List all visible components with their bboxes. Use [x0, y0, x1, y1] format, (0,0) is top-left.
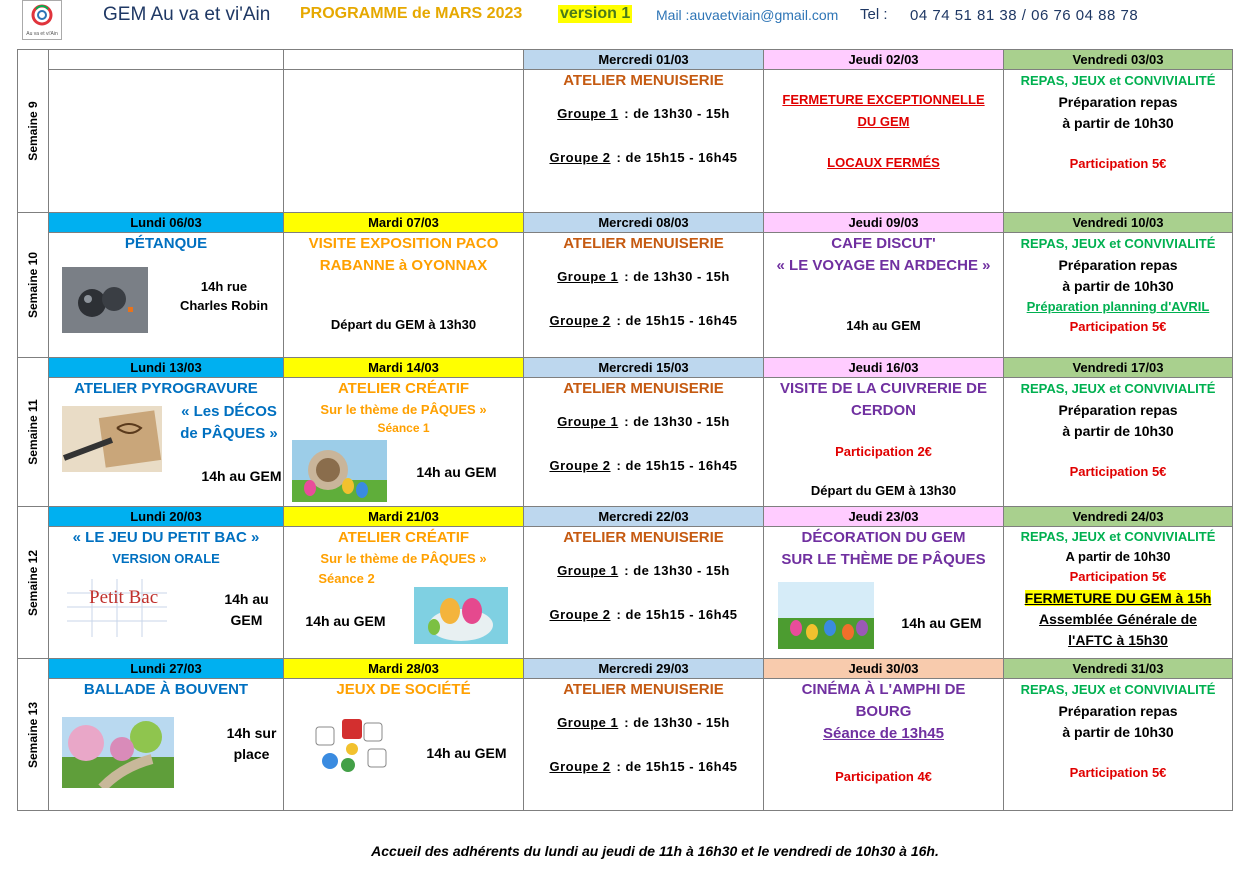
version-badge: version 1: [560, 5, 631, 22]
activity-title: ATELIER MENUISERIE: [563, 380, 724, 397]
pyrography-image: [62, 406, 162, 472]
activity-text: 14h au GEM: [426, 745, 507, 761]
day-row-w12: [18, 507, 1233, 527]
activity-cell: [1004, 70, 1233, 213]
group-2: Groupe 2 : de 15h15 - 16h45: [549, 313, 738, 328]
day-header: Mardi 07/03: [284, 213, 524, 233]
activity-title: ATELIER MENUISERIE: [563, 529, 724, 546]
activity-text: Préparation repas: [1058, 257, 1178, 273]
activity-cell: [49, 679, 284, 811]
activity-text: Préparation repas: [1058, 94, 1178, 110]
activity-cell: [764, 378, 1004, 507]
closure-text: FERMETURE EXCEPTIONNELLE: [782, 92, 985, 107]
day-row-w9: [18, 50, 1233, 70]
easter-decoration-image: [778, 582, 874, 649]
activity-text: 14h au GEM: [901, 615, 982, 631]
week-label: Semaine 13: [18, 659, 49, 811]
day-header: Vendredi 31/03: [1004, 659, 1233, 679]
activity-cell: [49, 70, 284, 213]
activity-text: 14h sur: [226, 725, 277, 741]
planning-text: Préparation planning d'AVRIL: [1026, 299, 1210, 314]
activity-cell: [1004, 527, 1233, 659]
day-header: Vendredi 24/03: [1004, 507, 1233, 527]
activity-cell: [1004, 679, 1233, 811]
activity-cell: [1004, 233, 1233, 358]
day-header: Mercredi 08/03: [524, 213, 764, 233]
activity-cell: [524, 233, 764, 358]
activity-title: VISITE DE LA CUIVRERIE DE: [780, 380, 987, 397]
week-label: Semaine 10: [18, 213, 49, 358]
activity-title: REPAS, JEUX et CONVIVIALITÉ: [1020, 682, 1216, 697]
activity-cell: [764, 527, 1004, 659]
day-header: Mardi 14/03: [284, 358, 524, 378]
activity-text: à partir de 10h30: [1062, 423, 1174, 439]
petit-bac-image: [67, 579, 167, 637]
day-header: Mardi 21/03: [284, 507, 524, 527]
activity-text: 14h au GEM: [305, 613, 386, 629]
activity-title: CAFE DISCUT': [831, 235, 936, 252]
day-header: Jeudi 02/03: [764, 50, 1004, 70]
logo-text: Au va et vi'Ain: [26, 31, 58, 37]
day-row-w13: [18, 659, 1233, 679]
activity-text: 14h au: [224, 591, 269, 607]
day-header: Lundi 13/03: [49, 358, 284, 378]
day-header: Mercredi 29/03: [524, 659, 764, 679]
activity-text: 14h au GEM: [201, 468, 282, 484]
activity-title: REPAS, JEUX et CONVIVIALITÉ: [1020, 381, 1216, 396]
activity-title: REPAS, JEUX et CONVIVIALITÉ: [1020, 73, 1216, 88]
activity-title: ATELIER CRÉATIF: [337, 380, 470, 397]
day-row-w11: [18, 358, 1233, 378]
activity-cell: [764, 70, 1004, 213]
activity-text: 14h au GEM: [416, 464, 497, 480]
activity-title: PÉTANQUE: [124, 235, 208, 252]
participation-text: Participation 2€: [835, 444, 932, 459]
activity-cell: [284, 679, 524, 811]
easter-eggs-image: [414, 587, 508, 644]
day-header: Jeudi 30/03: [764, 659, 1004, 679]
activity-cell: [284, 378, 524, 507]
activity-text: Préparation repas: [1058, 402, 1178, 418]
seance-label: Séance de 13h45: [823, 725, 944, 742]
activity-title: ATELIER MENUISERIE: [563, 681, 724, 698]
easter-image: [292, 440, 387, 502]
gem-logo: [22, 0, 62, 40]
activity-subtitle: Sur le thème de PÂQUES »: [320, 551, 487, 566]
activity-place: 14h rue: [200, 279, 248, 294]
closure-text: FERMETURE DU GEM à 15h: [1024, 590, 1212, 606]
day-header: Vendredi 17/03: [1004, 358, 1233, 378]
park-walk-image: [62, 717, 174, 788]
board-games-image: [298, 713, 398, 779]
day-header: [284, 50, 524, 70]
activity-subtitle: Sur le thème de PÂQUES »: [320, 402, 487, 417]
assembly-text: l'AFTC à 15h30: [1068, 632, 1168, 648]
group-1: Groupe 1 : de 13h30 - 15h: [557, 414, 730, 429]
day-header: [49, 50, 284, 70]
day-header: Lundi 27/03: [49, 659, 284, 679]
activity-text: Préparation repas: [1058, 703, 1178, 719]
footer-opening-hours: Accueil des adhérents du lundi au jeudi de 11h à 16h30 et le vendredi de 10h30 à 16h.: [371, 843, 939, 859]
activity-title: REPAS, JEUX et CONVIVIALITÉ: [1020, 529, 1216, 544]
activity-text: à partir de 10h30: [1062, 115, 1174, 131]
phone-numbers: 04 74 51 81 38 / 06 76 04 88 78: [910, 7, 1139, 24]
petit-bac-label: Petit Bac: [89, 587, 159, 608]
activity-title: ATELIER PYROGRAVURE: [74, 380, 258, 397]
activity-title: JEUX DE SOCIÉTÉ: [336, 681, 471, 698]
activity-subtitle: de PÂQUES »: [180, 425, 278, 442]
week-label: Semaine 12: [18, 507, 49, 659]
activity-title: RABANNE à OYONNAX: [319, 257, 488, 274]
activity-row-w9: [18, 70, 1233, 213]
assembly-text: Assemblée Générale de: [1039, 611, 1197, 627]
seance-label: Séance 1: [377, 421, 430, 435]
closure-text: DU GEM: [857, 114, 910, 129]
day-header: Mercredi 15/03: [524, 358, 764, 378]
day-header: Mercredi 22/03: [524, 507, 764, 527]
activity-place: Charles Robin: [179, 298, 269, 313]
schedule-table: [17, 49, 1233, 811]
day-header: Jeudi 16/03: [764, 358, 1004, 378]
activity-text: A partir de 10h30: [1065, 549, 1171, 564]
contact-mail: Mail :auvaetviain@gmail.com: [656, 7, 839, 23]
activity-cell: [764, 679, 1004, 811]
group-1: Groupe 1 : de 13h30 - 15h: [557, 269, 730, 284]
activity-title: BALLADE À BOUVENT: [83, 681, 249, 698]
activity-text: à partir de 10h30: [1062, 278, 1174, 294]
activity-text: à partir de 10h30: [1062, 724, 1174, 740]
activity-text: 14h au GEM: [846, 318, 921, 333]
group-2: Groupe 2 : de 15h15 - 16h45: [549, 607, 738, 622]
day-header: Mardi 28/03: [284, 659, 524, 679]
participation-text: Participation 5€: [1069, 319, 1167, 334]
participation-text: Participation 5€: [1069, 765, 1167, 780]
activity-cell: [524, 679, 764, 811]
week-label: Semaine 11: [18, 358, 49, 507]
org-name: GEM Au va et vi'Ain: [103, 4, 271, 25]
activity-row-w12: [18, 527, 1233, 659]
activity-cell: [764, 233, 1004, 358]
activity-subtitle: « Les DÉCOS: [181, 403, 277, 420]
activity-cell: [524, 527, 764, 659]
week-label: Semaine 9: [18, 50, 49, 213]
activity-title: « LE VOYAGE EN ARDECHE »: [776, 257, 991, 274]
day-header: Vendredi 03/03: [1004, 50, 1233, 70]
activity-cell: [49, 378, 284, 507]
group-2: Groupe 2 : de 15h15 - 16h45: [549, 458, 738, 473]
activity-title: VISITE EXPOSITION PACO: [308, 235, 499, 252]
heart-logo-icon: [23, 1, 61, 31]
day-row-w10: [18, 213, 1233, 233]
activity-subtitle: VERSION ORALE: [112, 551, 220, 566]
group-1: Groupe 1 : de 13h30 - 15h: [557, 106, 730, 121]
activity-text: place: [233, 746, 270, 762]
activity-title: ATELIER MENUISERIE: [563, 72, 724, 89]
activity-title: « LE JEU DU PETIT BAC »: [72, 529, 260, 546]
participation-text: Participation 5€: [1069, 156, 1167, 171]
activity-title: DÉCORATION DU GEM: [801, 529, 966, 546]
group-1: Groupe 1 : de 13h30 - 15h: [557, 563, 730, 578]
activity-cell: [524, 70, 764, 213]
activity-cell: [284, 233, 524, 358]
petanque-image: [62, 267, 148, 333]
participation-text: Participation 5€: [1069, 569, 1167, 584]
activity-row-w10: [18, 233, 1233, 358]
day-header: Lundi 20/03: [49, 507, 284, 527]
activity-cell: [524, 378, 764, 507]
day-header: Lundi 06/03: [49, 213, 284, 233]
activity-cell: [284, 70, 524, 213]
group-1: Groupe 1 : de 13h30 - 15h: [557, 715, 730, 730]
activity-cell: [49, 233, 284, 358]
activity-row-w11: [18, 378, 1233, 507]
activity-text: Départ du GEM à 13h30: [810, 483, 957, 498]
participation-text: Participation 4€: [835, 769, 932, 784]
activity-title: BOURG: [855, 703, 912, 720]
page-header: [0, 0, 1243, 37]
day-header: Jeudi 23/03: [764, 507, 1004, 527]
group-2: Groupe 2 : de 15h15 - 16h45: [549, 759, 738, 774]
closure-text: LOCAUX FERMÉS: [827, 155, 940, 170]
activity-title: SUR LE THÈME DE PÂQUES: [781, 551, 986, 568]
group-2: Groupe 2 : de 15h15 - 16h45: [549, 150, 738, 165]
programme-title: PROGRAMME de MARS 2023: [300, 5, 523, 22]
day-header: Jeudi 09/03: [764, 213, 1004, 233]
activity-title: REPAS, JEUX et CONVIVIALITÉ: [1020, 236, 1216, 251]
activity-cell: [1004, 378, 1233, 507]
day-header: Mercredi 01/03: [524, 50, 764, 70]
activity-text: Départ du GEM à 13h30: [330, 317, 477, 332]
day-header: Vendredi 10/03: [1004, 213, 1233, 233]
activity-cell: [49, 527, 284, 659]
tel-label: Tel :: [860, 6, 888, 23]
seance-label: Séance 2: [318, 571, 375, 586]
activity-text: GEM: [230, 612, 263, 628]
activity-title: ATELIER CRÉATIF: [337, 529, 470, 546]
activity-cell: [284, 527, 524, 659]
participation-text: Participation 5€: [1069, 464, 1167, 479]
activity-title: ATELIER MENUISERIE: [563, 235, 724, 252]
activity-title: CINÉMA À L'AMPHI DE: [801, 681, 966, 698]
activity-title: CERDON: [850, 402, 916, 419]
activity-row-w13: [18, 679, 1233, 811]
